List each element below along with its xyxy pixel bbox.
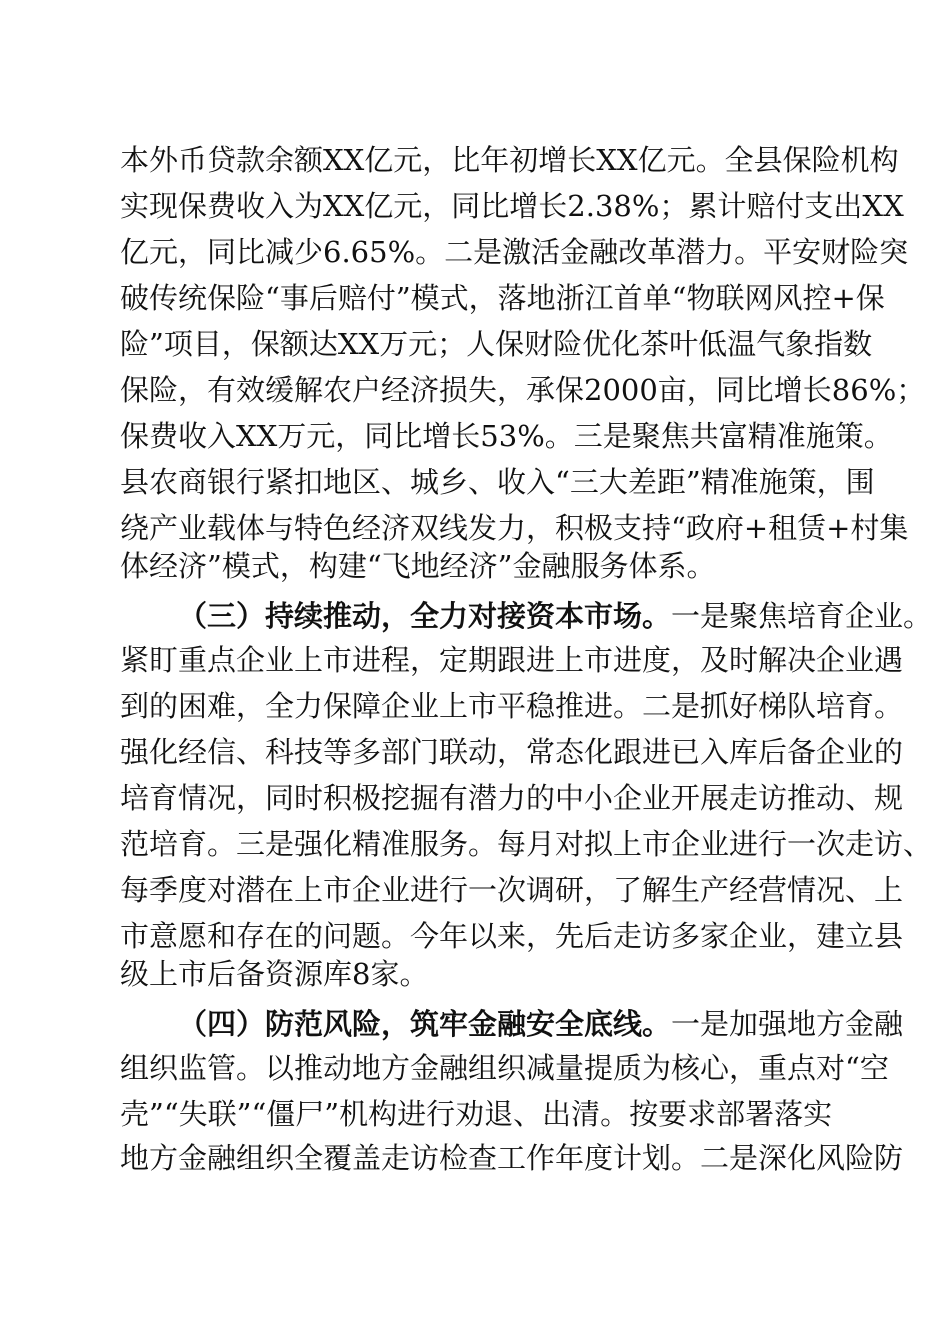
paragraph-line: 地方金融组织全覆盖走访检查工作年度计划。二是深化风险防 <box>120 1141 904 1175</box>
paragraph-line: 级上市后备资源库8家。 <box>120 957 429 991</box>
section-heading: （三）持续推动，全力对接资本市场。 <box>178 599 672 633</box>
paragraph-line: 强化经信、科技等多部门联动，常态化跟进已入库后备企业的 <box>120 735 904 769</box>
paragraph-line: 到的困难，全力保障企业上市平稳推进。二是抓好梯队培育。 <box>120 689 904 723</box>
paragraph-first-line <box>178 596 933 636</box>
paragraph-line: 范培育。三是强化精准服务。每月对拟上市企业进行一次走访、 <box>120 827 933 861</box>
paragraph-line: 绕产业载体与特色经济双线发力，积极支持“政府+租赁+村集 <box>120 511 909 545</box>
paragraph-first-line <box>178 1004 904 1044</box>
paragraph-text: 一是聚焦培育企业。 <box>671 599 933 633</box>
paragraph-line: 保费收入XX万元，同比增长53%。三是聚焦共富精准施策。 <box>120 419 893 453</box>
paragraph-line: 本外币贷款余额XX亿元，比年初增长XX亿元。全县保险机构 <box>120 143 899 177</box>
paragraph-line: 每季度对潜在上市企业进行一次调研，了解生产经营情况、上 <box>120 873 904 907</box>
paragraph-line: 壳”“失联”“僵尸”机构进行劝退、出清。按要求部署落实 <box>120 1097 833 1131</box>
paragraph-line: 破传统保险“事后赔付”模式，落地浙江首单“物联网风控+保 <box>120 281 885 315</box>
paragraph-line: 县农商银行紧扣地区、城乡、收入“三大差距”精准施策，围 <box>120 465 875 499</box>
paragraph-line: 险”项目，保额达XX万元；人保财险优化茶叶低温气象指数 <box>120 327 873 361</box>
paragraph-line: 培育情况，同时积极挖掘有潜力的中小企业开展走访推动、规 <box>120 781 904 815</box>
paragraph-text: 一是加强地方金融 <box>671 1007 904 1041</box>
paragraph-line: 保险，有效缓解农户经济损失，承保2000亩，同比增长86%； <box>120 373 926 407</box>
paragraph-line: 亿元，同比减少6.65%。二是激活金融改革潜力。平安财险突 <box>120 235 909 269</box>
paragraph-line: 实现保费收入为XX亿元，同比增长2.38%；累计赔付支出XX <box>120 189 904 223</box>
paragraph-line: 紧盯重点企业上市进程，定期跟进上市进度，及时解决企业遇 <box>120 643 904 677</box>
paragraph-line: 体经济”模式，构建“飞地经济”金融服务体系。 <box>120 549 716 583</box>
paragraph-line: 市意愿和存在的问题。今年以来，先后走访多家企业，建立县 <box>120 919 904 953</box>
paragraph-line: 组织监管。以推动地方金融组织减量提质为核心，重点对“空 <box>120 1051 889 1085</box>
section-heading: （四）防范风险，筑牢金融安全底线。 <box>178 1007 672 1041</box>
